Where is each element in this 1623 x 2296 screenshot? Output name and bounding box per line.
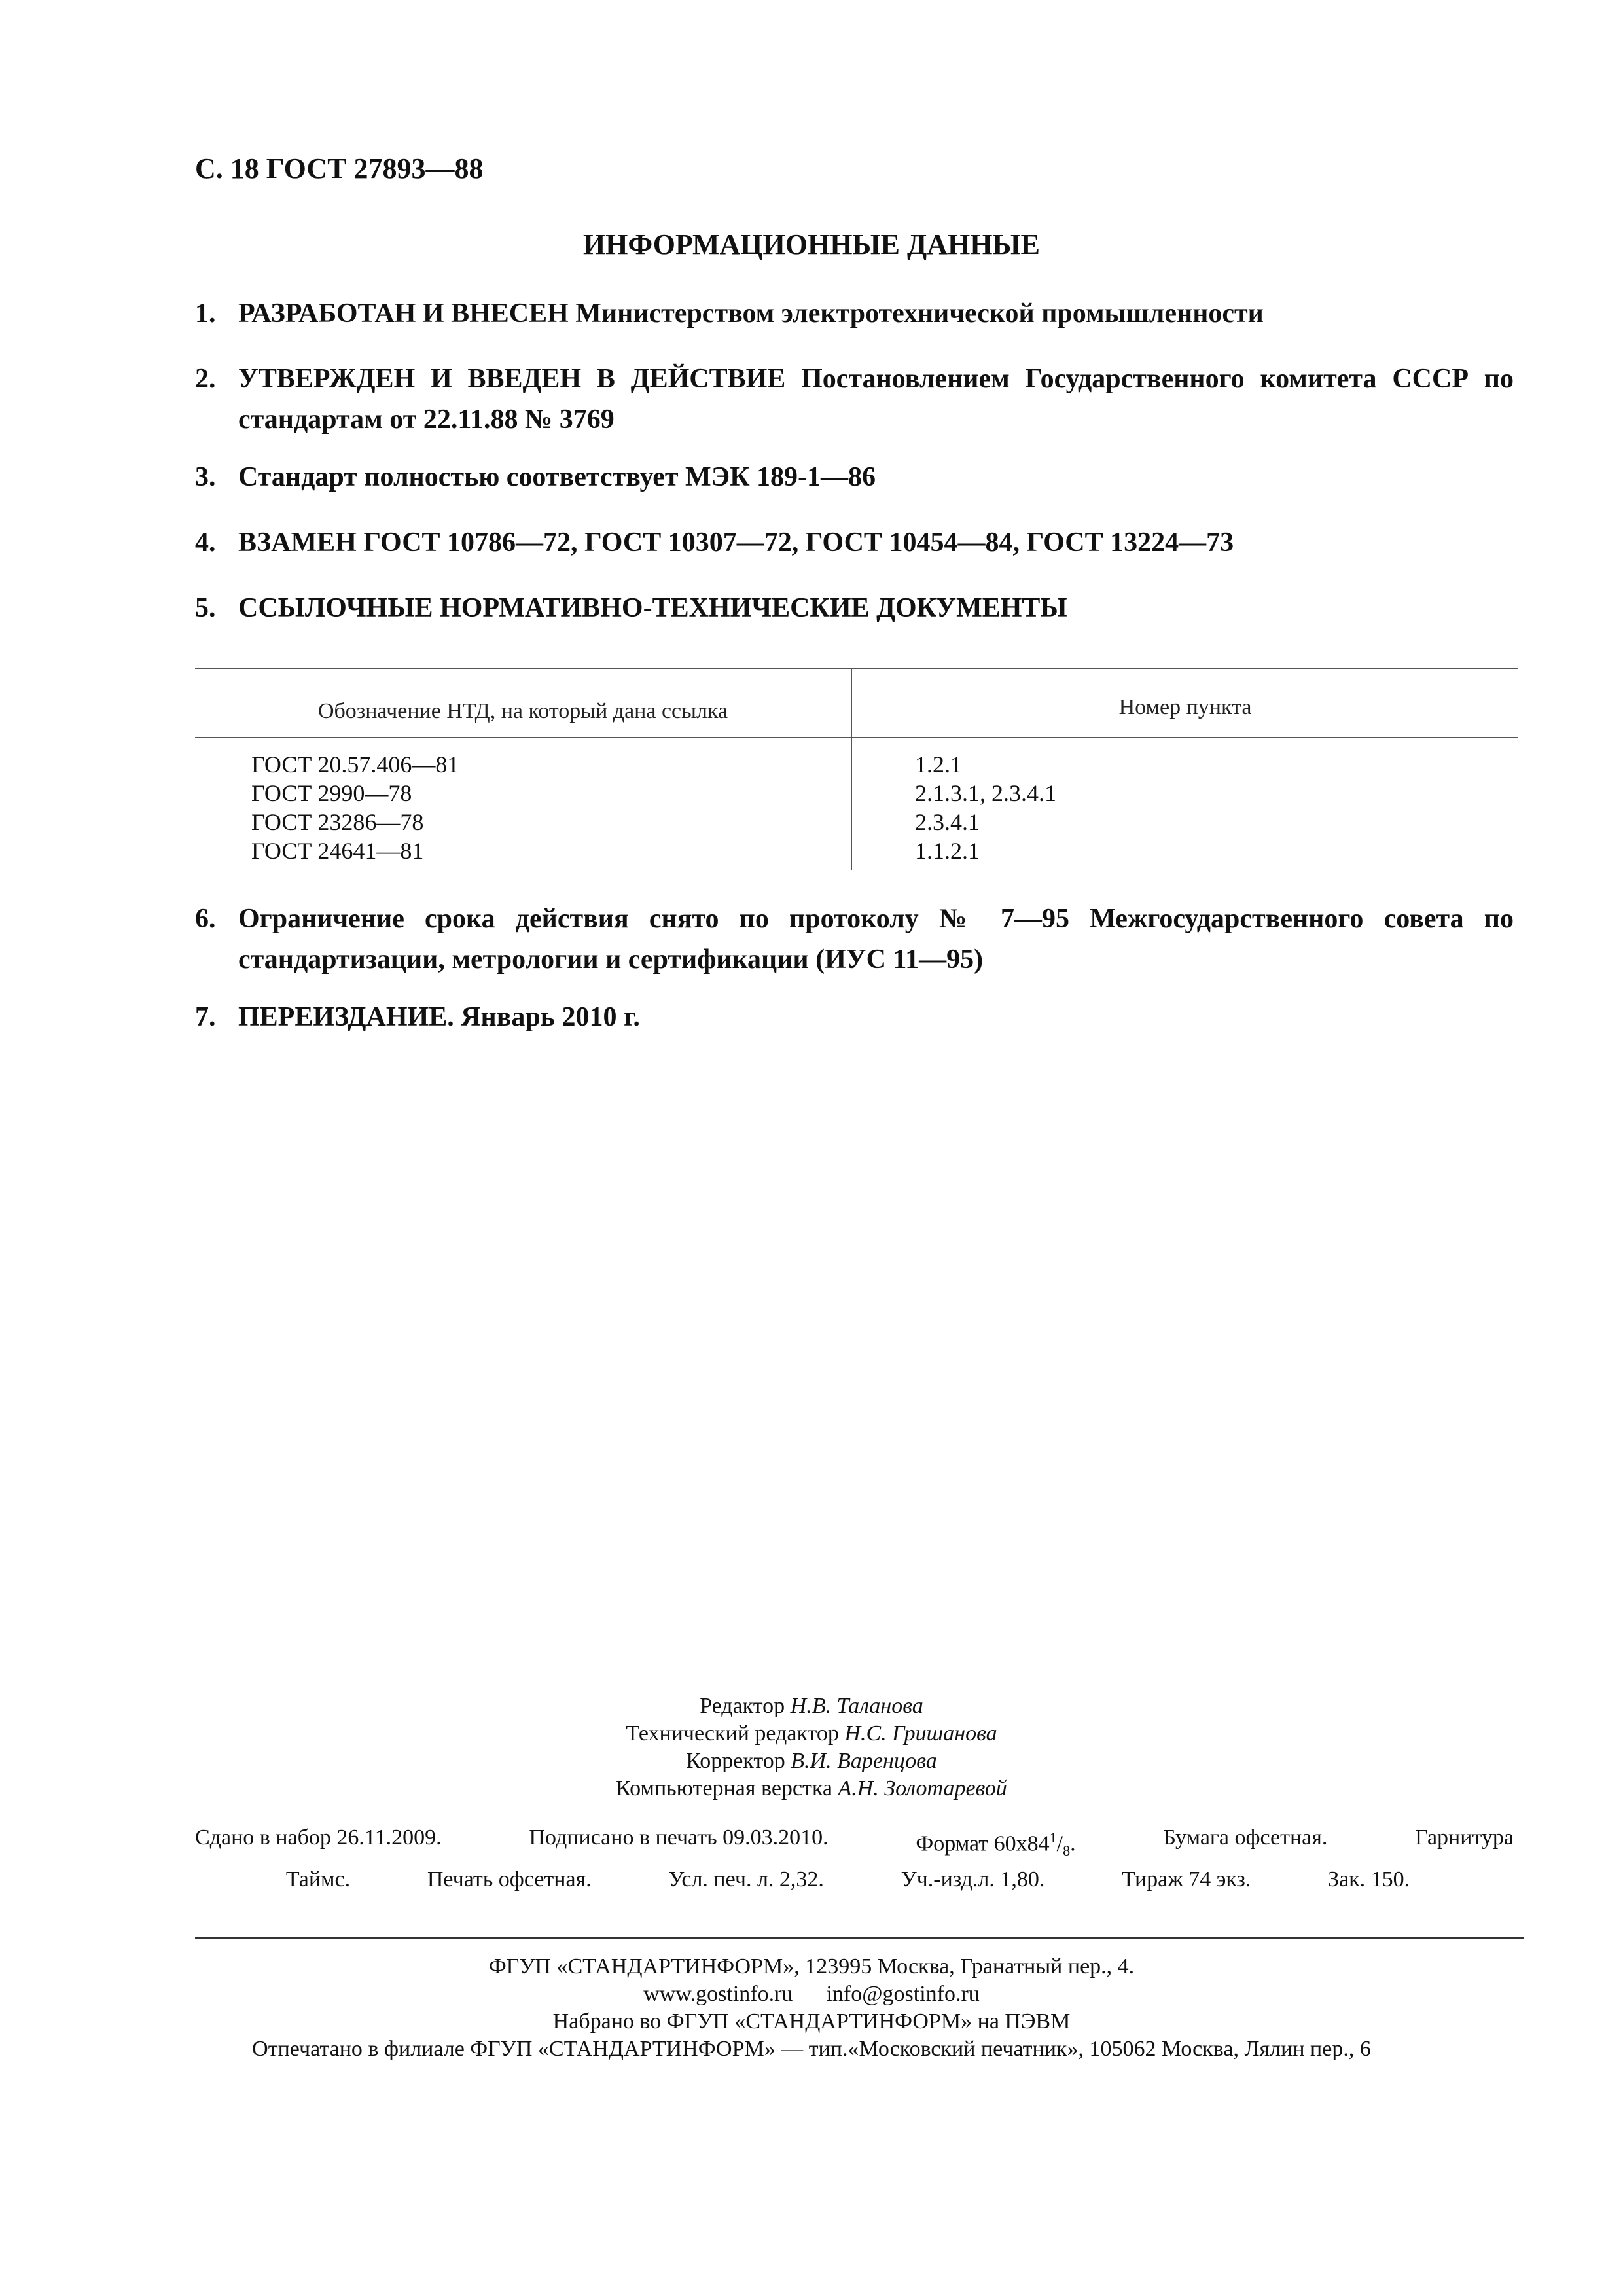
- credit-corrector: [0, 1749, 1623, 1774]
- info-item-5: [195, 588, 1514, 628]
- info-item-7: [195, 997, 1514, 1037]
- item-text: ВЗАМЕН ГОСТ 10786—72, ГОСТ 10307—72, ГОСТ 10454—84, ГОСТ 13224—73: [238, 528, 1234, 558]
- credit-role: Корректор: [686, 1749, 785, 1773]
- publication-row: [195, 1823, 1514, 1865]
- item-number: 5.: [195, 593, 216, 623]
- page-title: ИНФОРМАЦИОННЫЕ ДАННЫЕ: [582, 228, 1041, 260]
- publisher-contacts: [0, 1982, 1623, 2007]
- pub-field: Зак. 150.: [1327, 1867, 1410, 1892]
- credit-tech-editor: [0, 1721, 1623, 1746]
- pub-field: Гарнитура: [1415, 1825, 1514, 1850]
- pub-field: Подписано в печать 09.03.2010.: [529, 1825, 829, 1850]
- table-header-clause: Номер пункта: [1118, 695, 1252, 719]
- table-cell-clause: 1.2.1: [915, 751, 962, 778]
- item-number: 1.: [195, 298, 216, 329]
- credit-person: Н.В. Таланова: [790, 1694, 923, 1718]
- item-text: ПЕРЕИЗДАНИЕ. Январь 2010 г.: [238, 1002, 640, 1032]
- table-cell-doc: ГОСТ 23286—78: [251, 809, 424, 835]
- info-item-4: [195, 522, 1514, 563]
- table-header-doc: Обозначение НТД, на который дана ссылка: [317, 699, 728, 723]
- credit-person: А.Н. Золотаревой: [838, 1776, 1007, 1801]
- credit-role: Технический редактор: [626, 1721, 839, 1746]
- info-item-1: [195, 293, 1514, 334]
- typeset-note: Набрано во ФГУП «СТАНДАРТИНФОРМ» на ПЭВМ: [552, 2009, 1071, 2034]
- info-item-6: [195, 899, 1514, 980]
- table-cell-clause: 2.3.4.1: [915, 809, 980, 835]
- info-item-2: [195, 359, 1514, 440]
- item-number: 7.: [195, 1002, 216, 1032]
- item-text: УТВЕРЖДЕН И ВВЕДЕН В ДЕЙСТВИЕ Постановлением Государственного комитета СССР по стандартам от 22.11.88 № 3769: [238, 364, 1514, 435]
- pub-field: Усл. печ. л. 2,32.: [668, 1867, 824, 1892]
- table-top-rule: [195, 668, 1518, 669]
- pub-field: Таймс.: [285, 1867, 351, 1892]
- reference-table: [195, 668, 1518, 864]
- item-number: 2.: [195, 364, 216, 394]
- item-text: Ограничение срока действия снято по протоколу № 7—95 Межгосударственного совета по стандартизации, метрологии и сертификации (ИУС 11—95): [238, 904, 1514, 975]
- credit-person: Н.С. Гришанова: [844, 1721, 997, 1746]
- credit-layout: [0, 1776, 1623, 1801]
- item-number: 6.: [195, 904, 216, 934]
- running-header: С. 18 ГОСТ 27893—88: [195, 152, 484, 185]
- item-number: 3.: [195, 462, 216, 492]
- pub-field: Печать офсетная.: [427, 1867, 592, 1892]
- credit-role: Компьютерная верстка: [616, 1776, 832, 1801]
- website-link[interactable]: www.gostinfo.ru: [643, 1982, 793, 2006]
- table-cell-clause: 1.1.2.1: [915, 838, 980, 864]
- table-cell-doc: ГОСТ 2990—78: [251, 780, 412, 806]
- credit-editor: [0, 1694, 1623, 1719]
- item-text: ССЫЛОЧНЫЕ НОРМАТИВНО-ТЕХНИЧЕСКИЕ ДОКУМЕНТЫ: [238, 593, 1067, 623]
- item-text: Стандарт полностью соответствует МЭК 189-1—86: [238, 462, 876, 492]
- publication-details: [195, 1823, 1514, 1894]
- table-cell-doc: ГОСТ 20.57.406—81: [251, 751, 459, 778]
- item-text: РАЗРАБОТАН И ВНЕСЕН Министерством электротехнической промышленности: [238, 298, 1264, 329]
- pub-field: Тираж 74 экз.: [1122, 1867, 1251, 1892]
- pub-field: Бумага офсетная.: [1163, 1825, 1328, 1850]
- info-item-3: [195, 457, 1514, 497]
- pub-field: Сдано в набор 26.11.2009.: [195, 1825, 442, 1850]
- imprint-divider: [195, 1937, 1524, 1939]
- pub-field: Уч.-изд.л. 1,80.: [901, 1867, 1045, 1892]
- table-header-rule: [195, 737, 1518, 738]
- publication-row: [195, 1865, 1514, 1894]
- credit-person: В.И. Варенцова: [791, 1749, 937, 1773]
- credit-role: Редактор: [700, 1694, 785, 1718]
- pub-field-format: Формат $60x84^1/_8$.: [916, 1829, 1076, 1859]
- table-cell-doc: ГОСТ 24641—81: [251, 838, 424, 864]
- item-number: 4.: [195, 528, 216, 558]
- publisher-address: ФГУП «СТАНДАРТИНФОРМ», 123995 Москва, Гранатный пер., 4.: [488, 1954, 1135, 1979]
- email-link[interactable]: info@gostinfo.ru: [826, 1982, 980, 2006]
- printed-note: Отпечатано в филиале ФГУП «СТАНДАРТИНФОРМ» — тип.«Московский печатник», 105062 Москва, Лялин пер., 6: [252, 2037, 1371, 2061]
- table-cell-clause: 2.1.3.1, 2.3.4.1: [915, 780, 1056, 806]
